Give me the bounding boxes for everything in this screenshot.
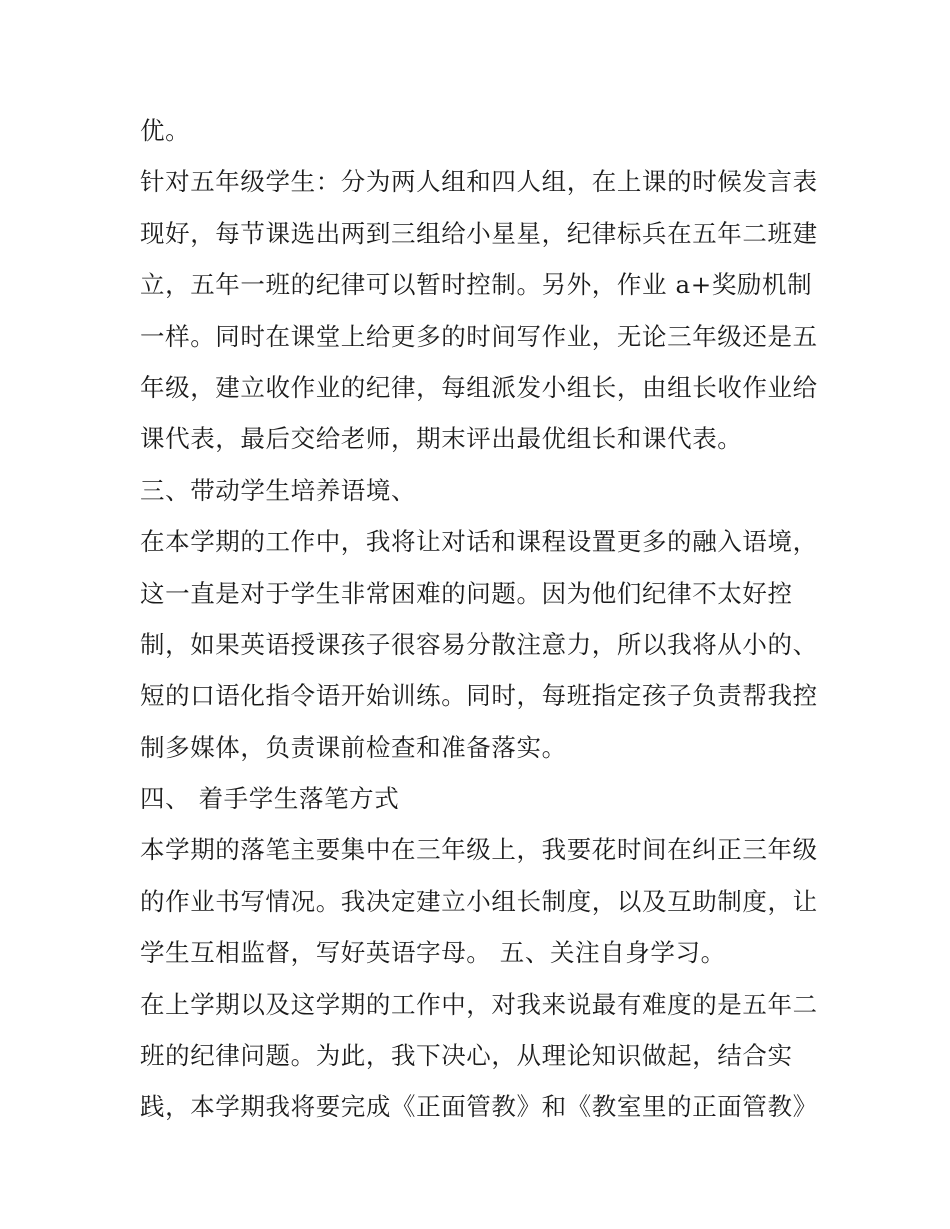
text-line: 本学期的落笔主要集中在三年级上，我要花时间在纠正三年级: [140, 835, 818, 865]
text-line: 在上学期以及这学期的工作中，对我来说最有难度的是五年二: [140, 989, 818, 1019]
text-line: 现好，每节课选出两到三组给小星星，纪律标兵在五年二班建: [140, 218, 818, 248]
text-line: 制多媒体，负责课前检查和准备落实。: [140, 732, 567, 762]
section-heading: 三、带动学生培养语境、: [140, 475, 417, 505]
text-line: 课代表，最后交给老师，期末评出最优组长和课代表。: [140, 424, 743, 454]
text-line: 年级，建立收作业的纪律，每组派发小组长，由组长收作业给: [140, 372, 818, 402]
body-text: [140, 105, 820, 1133]
text-line: 优。: [140, 116, 191, 145]
text-line: 在本学期的工作中，我将让对话和课程设置更多的融入语境，: [140, 527, 818, 557]
text-line: 一样。同时在课堂上给更多的时间写作业，无论三年级还是五: [140, 321, 818, 351]
text-line: 针对五年级学生：分为两人组和四人组，在上课的时候发言表: [140, 167, 818, 197]
text-line: 立，五年一班的纪律可以暂时控制。另外，作业 a+奖励机制: [140, 270, 813, 300]
text-line: 这一直是对于学生非常困难的问题。因为他们纪律不太好控: [140, 578, 793, 608]
text-line: 学生互相监督，写好英语字母。 五、关注自身学习。: [140, 938, 726, 968]
section-heading: 四、 着手学生落笔方式: [140, 784, 400, 814]
text-line: 班的纪律问题。为此，我下决心，从理论知识做起，结合实: [140, 1041, 793, 1071]
text-line: 制，如果英语授课孩子很容易分散注意力，所以我将从小的、: [140, 629, 818, 659]
text-line: 的作业书写情况。我决定建立小组长制度，以及互助制度，让: [140, 886, 818, 916]
text-line: 短的口语化指令语开始训练。同时，每班指定孩子负责帮我控: [140, 681, 818, 711]
text-line: 践，本学期我将要完成《正面管教》和《教室里的正面管教》: [140, 1092, 818, 1122]
